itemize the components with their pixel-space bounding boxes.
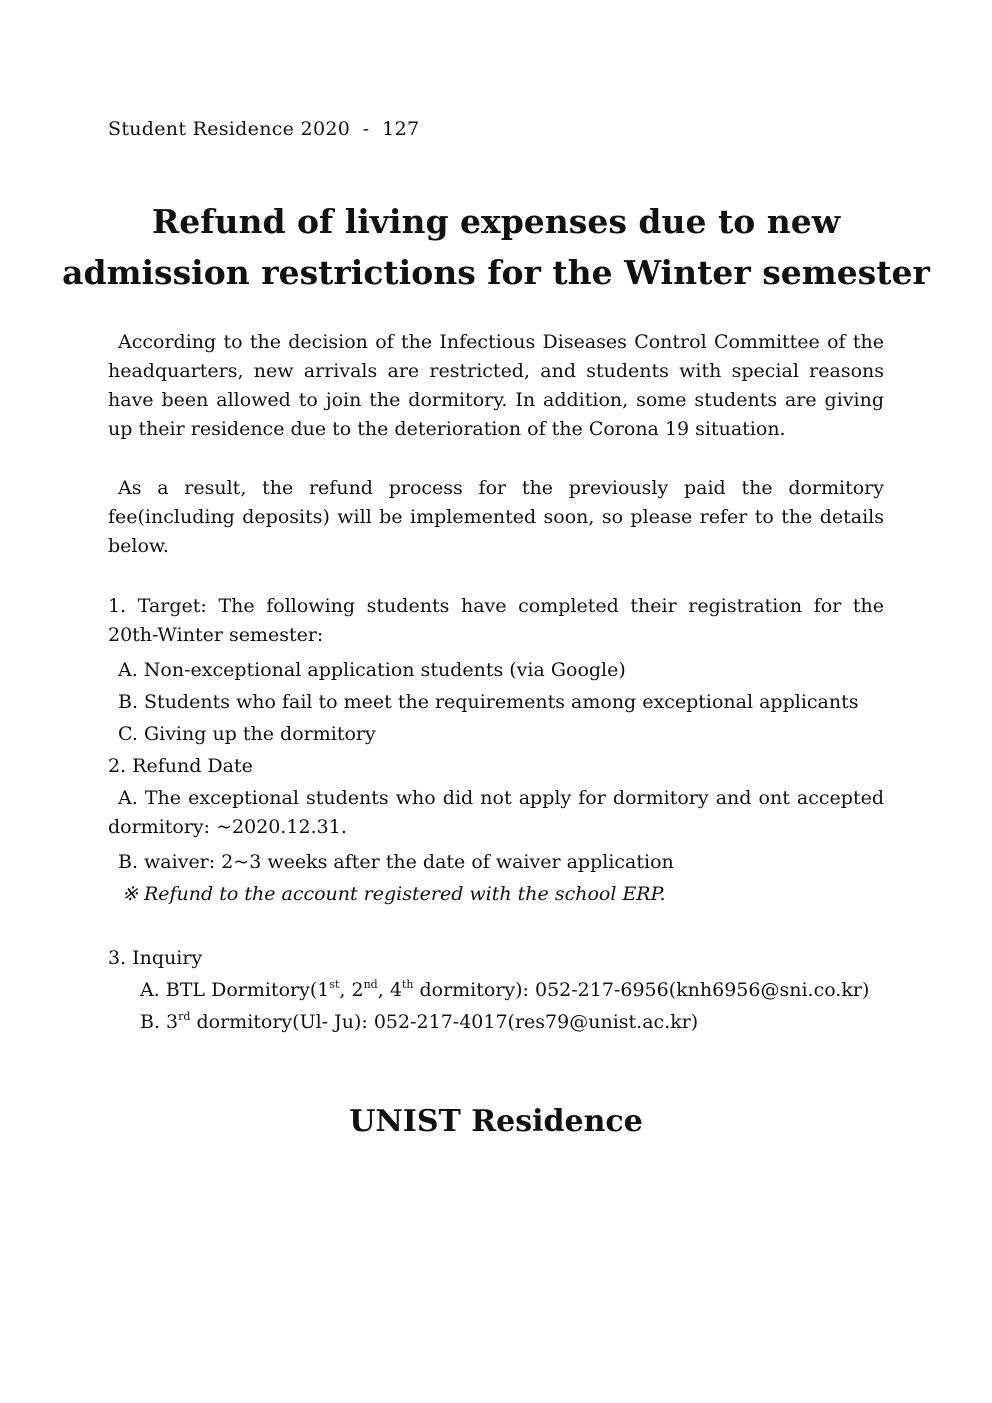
section-refund-date-heading: 2. Refund Date: [108, 755, 253, 777]
inquiry-a-prefix: A. BTL Dormitory(1: [140, 979, 330, 1001]
target-item-b: B. Students who fail to meet the requirements among exceptional applicants: [118, 691, 859, 713]
inquiry-a-contact: dormitory): 052-217-6956(knh6956@sni.co.kr): [413, 979, 870, 1001]
inquiry-a-sep1: , 2: [339, 979, 364, 1001]
issuer-signature: UNIST Residence: [349, 1104, 643, 1139]
target-item-a: A. Non-exceptional application students (via Google): [118, 659, 626, 681]
section-target-heading: 1. Target: The following students have completed their registration for the 20th-Winter semester:: [108, 595, 884, 646]
inquiry-item-b: [140, 1008, 698, 1037]
title-line-1: Refund of living expenses due to new: [151, 202, 841, 241]
target-item-c: C. Giving up the dormitory: [118, 723, 376, 745]
ordinal-2nd: nd: [363, 978, 378, 991]
inquiry-b-prefix: B. 3: [140, 1011, 179, 1033]
ordinal-4th: th: [401, 978, 414, 991]
refund-date-item-b: B. waiver: 2~3 weeks after the date of waiver application: [118, 851, 674, 873]
inquiry-item-a: [140, 976, 869, 1005]
page-title: [60, 196, 932, 298]
title-line-2: admission restrictions for the Winter semester: [62, 253, 930, 292]
refund-date-item-a: A. The exceptional students who did not apply for dormitory and ont accepted dormitory: ~2020.12.31.: [108, 787, 884, 838]
refund-paragraph: As a result, the refund process for the previously paid the dormitory fee(including deposits) will be implemented soon, so please refer to the details below.: [108, 477, 884, 557]
inquiry-a-sep2: , 4: [377, 979, 402, 1001]
inquiry-b-contact: dormitory(Ul- Ju): 052-217-4017(res79@unist.ac.kr): [190, 1011, 699, 1033]
refund-account-note: ※ Refund to the account registered with the school ERP.: [122, 883, 666, 905]
ordinal-1st: st: [329, 978, 340, 991]
section-inquiry-heading: 3. Inquiry: [108, 947, 203, 969]
ordinal-3rd: rd: [178, 1010, 191, 1023]
intro-paragraph: According to the decision of the Infectious Diseases Control Committee of the headquarters, new arrivals are restricted, and students with special reasons have been allowed to join the dormitory. In addition, some students are giving up their residence due to the deterioration of the Corona 19 situation.: [108, 331, 884, 440]
document-number: Student Residence 2020 - 127: [108, 118, 420, 140]
